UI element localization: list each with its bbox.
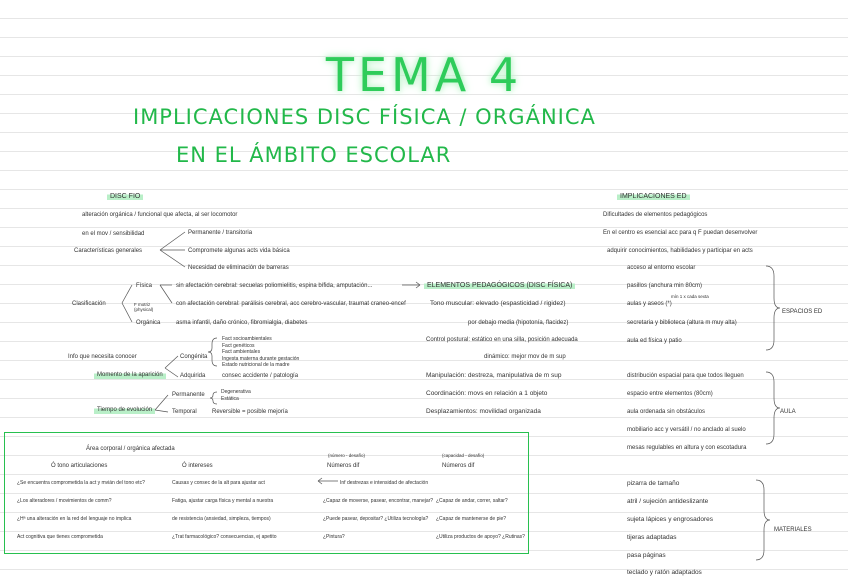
box-col3-head: Números dif <box>327 463 360 469</box>
box-col4-row2: ¿Capaz de mantenerse de pie? <box>436 516 507 522</box>
fisica-item-1: sin afectación cerebral: secuelas poliomielitis, espina bífida, amputación... <box>176 283 373 289</box>
espacio-item-5: aula ed física y patio <box>627 338 682 344</box>
impl-item-3: adquirir conocimientos, habilidades y participar en acts <box>607 248 753 254</box>
material-item-4: tijeras adaptadas <box>627 534 677 541</box>
box-col3-row1: Inf destrezas e intensidad de afectación <box>340 480 429 486</box>
info-label: Info que necesita conocer <box>68 354 137 360</box>
clasificacion-label: Clasificación <box>72 301 106 307</box>
espacio-item-1: acceso al entorno escolar <box>627 265 696 271</box>
definition-line-2: en el mov / sensibilidad <box>82 231 145 237</box>
espacio-item-2: pasillos (anchura min 80cm) <box>627 283 703 289</box>
box-col3-row2: ¿Capaz de moverse, pasear, encontrar, manejar? <box>323 498 434 504</box>
material-item-2: atril / sujeción antideslizante <box>627 498 709 505</box>
tiempo-label: Tiempo de evolución <box>94 406 155 415</box>
congenita-item-4: Ingesta materna durante gestación <box>222 355 300 362</box>
coordinacion-line: Coordinación: movs en relación a 1 objeto <box>426 390 548 397</box>
organica-item: asma infantil, daño crónico, fibromialgia, diabetes <box>176 320 308 326</box>
box-col1-row1: ¿Se encuentra comprometida la act y mvián del tono etc? <box>17 480 145 486</box>
espacio-item-4: secretaria y biblioteca (altura m muy alta) <box>627 320 737 326</box>
caracteristicas-label: Características generales <box>74 248 143 254</box>
car-item-1: Permanente / transitoria <box>188 230 253 236</box>
box-col2-row3: de resistencia (ansiedad, simpleza, tiempos) <box>172 516 271 522</box>
aula-item-5: mesas regulables en altura y con escotadura <box>627 445 747 451</box>
adquirida-item: consec accidente / patología <box>222 373 299 379</box>
impl-item-2: En el centro es esencial acc para q F puedan desenvolver <box>603 230 758 236</box>
box-col3-row4: ¿Pintura? <box>323 534 345 540</box>
fisica-label: Física <box>136 283 153 289</box>
tono-line-2: por debajo media (hipotonía, flacidez) <box>468 320 569 326</box>
materiales-label: MATERIALES <box>774 527 812 533</box>
box-col1-head: Ó tono articulaciones <box>51 463 108 469</box>
subtitle-line-2: EN EL ÁMBITO ESCOLAR <box>176 143 452 167</box>
right-heading: IMPLICACIONES ED <box>617 192 690 201</box>
box-col3-head-note: (número - desafío) <box>328 453 366 458</box>
box-col2-head: Ó intereses <box>182 463 213 469</box>
temporal-label: Temporal <box>172 409 197 415</box>
espacios-label: ESPACIOS ED <box>782 309 823 315</box>
congenita-item-1: Fact socioambientales <box>222 336 272 342</box>
aula-item-2: espacio entre elementos (80cm) <box>627 391 713 397</box>
material-item-5: pasa páginas <box>627 552 666 559</box>
car-item-2: Compromete algunas acts vida básica <box>188 248 290 254</box>
desplazamientos-line: Desplazamientos: movilidad organizada <box>426 408 541 415</box>
material-item-3: sujeta lápices y engrosadores <box>627 516 713 523</box>
left-heading: DISC FIO <box>107 192 143 201</box>
control-line-1: Control postural: estático en una silla, posición adecuada <box>426 337 578 343</box>
car-item-3: Necesidad de eliminación de barreras <box>188 265 289 271</box>
permanente-item-1: Degenerativa <box>221 389 251 395</box>
box-col1-row2: ¿Los alteradores / movimientos de comm? <box>17 498 112 504</box>
definition-line-1: alteración orgánica / funcional que afecta, al ser locomotor <box>82 212 238 218</box>
box-col1-row3: ¿Hª una alteración en la red del lenguaje no implica <box>17 516 132 522</box>
congenita-item-3: Fact ambientales <box>222 349 261 355</box>
adquirida-label: Adquirida <box>180 373 206 379</box>
temporal-item: Reversible = posible mejoría <box>212 409 288 415</box>
aula-item-4: mobiliario acc y versátil / no anclado al suelo <box>627 427 746 433</box>
box-col4-row1: ¿Capaz de andar, correr, saltar? <box>436 498 508 504</box>
box-heading: Área corporal / orgánica afectada <box>86 446 175 452</box>
aula-item-3: aula ordenada sin obstáculos <box>627 409 706 415</box>
page-title: TEMA 4 <box>325 48 523 102</box>
box-col2-row1: Causas y consec de la alt para ajustar act <box>172 480 265 486</box>
manipulacion-line: Manipulación: destreza, manipulativa de m sup <box>426 372 562 379</box>
organica-label: Orgánica <box>136 320 161 326</box>
subtitle-line-1: IMPLICACIONES DISC FÍSICA / ORGÁNICA <box>133 105 596 129</box>
material-item-1: pizarra de tamaño <box>627 480 680 487</box>
congenita-item-2: Fact genéticos <box>222 342 255 349</box>
permanente-label: Permanente <box>172 392 205 398</box>
congenita-label: Congénita <box>180 354 208 360</box>
fisica-item-2: con afectación cerebral: parálisis cerebral, acc cerebro-vascular, traumat craneo-encef <box>176 301 406 307</box>
impl-item-1: Dificultades de elementos pedagógicos <box>603 212 708 218</box>
material-item-6: teclado y ratón adaptados <box>627 569 702 576</box>
box-col4-head-note: (capacidad - desafío) <box>442 453 485 458</box>
tono-line-1: Tono muscular: elevado (espasticidad / rigidez) <box>430 300 566 307</box>
aula-item-1: distribución espacial para que todos lleguen <box>627 373 744 379</box>
momento-label: Momento de la aparición <box>94 371 166 380</box>
box-col3-row3: ¿Puede pasear, depositar? ¿Utiliza tecnología? <box>323 516 429 522</box>
espacio-note: mín 1 x cada sexta <box>671 294 709 299</box>
box-col2-row2: Fatiga, ajustar carga física y mental a nuestra <box>172 498 274 504</box>
permanente-item-2: Estática <box>221 396 239 402</box>
box-col2-row4: ¿Trat farmacológico? consecuencias, ej apetito <box>172 534 277 540</box>
f-motriz-label: F motriz (physical) <box>134 302 154 312</box>
box-col4-head: Números dif <box>442 463 475 469</box>
box-col4-row3: ¿Utiliza productos de apoyo? ¿Rutinas? <box>436 534 525 540</box>
congenita-item-5: Estado nutricional de la madre <box>222 362 290 368</box>
middle-heading: ELEMENTOS PEDAGÓGICOS (DISC FÍSICA) <box>424 281 575 290</box>
espacio-item-3: aulas y aseos (*) <box>627 301 672 307</box>
box-col1-row4: Act cognitiva que tienes comprometida <box>17 534 103 540</box>
aula-label: AULA <box>780 409 796 415</box>
control-line-2: dinámico: mejor mov de m sup <box>484 354 566 360</box>
